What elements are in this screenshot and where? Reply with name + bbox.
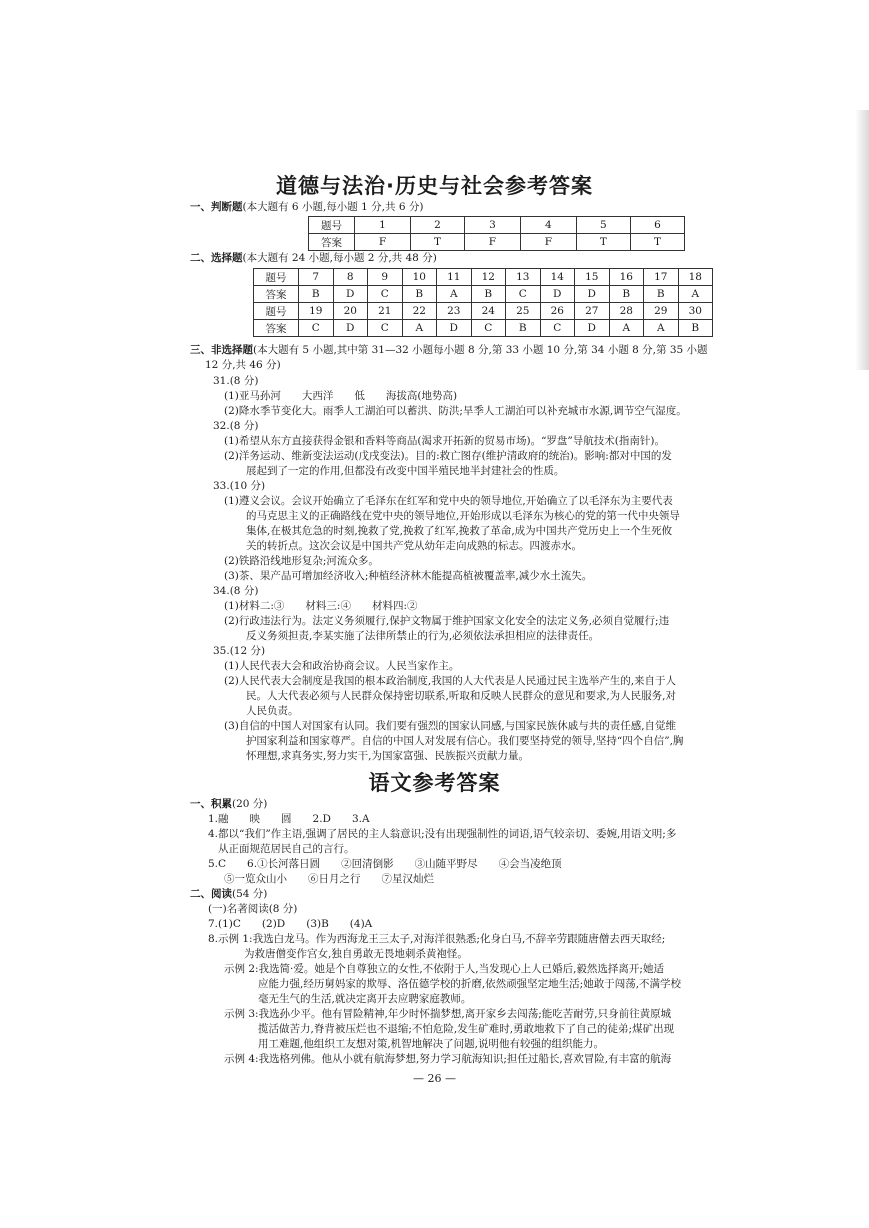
chinese-section-1-heading: 一、积累(20 分) [190,798,268,810]
answer-line: 的马克思主义的正确路线在党中央的领导地位,开始形成以毛泽东为核心的党的第一代中央领导 [246,510,680,522]
answer-line: 33.(10 分) [213,480,266,492]
answer-line: 为救唐僧变作宫女,独自勇敢无畏地刺杀黄袍怪。 [244,948,468,960]
answer-line: 31.(8 分) [213,375,259,387]
answer-line: ⑤一览众山小 ⑥日月之行 ⑦星汉灿烂 [224,873,434,885]
answer-line: (1)材料二:③ 材料三:④ 材料四:② [224,600,418,612]
answer-line: 5.C 6.①长河落日圆 ②回清倒影 ③山随平野尽 ④会当凌绝顶 [208,858,562,870]
answer-line: 怀理想,求真务实,努力实干,为国家富强、民族振兴贡献力量。 [246,750,530,762]
answer-line: 揽活做苦力,脊背被压烂也不退缩;不怕危险,发生矿难时,勇敢地救下了自己的徒弟;煤矿出现 [258,1023,675,1035]
section-1-heading: 一、判断题(本大题有 6 小题,每小题 1 分,共 6 分) [190,201,424,213]
answer-line: (1)人民代表大会和政治协商会议。人民当家作主。 [224,660,460,672]
table-row: 题号 1 2 3 4 5 6 [309,217,685,234]
chinese-title: 语文参考答案 [368,771,501,795]
table-row: 答案 C D C A D C B C D A A B [254,320,713,337]
answer-line: 1.融 映 圆 2.D 3.A [208,813,370,825]
answer-line: 用工难题,他组织工友想对策,机智地解决了问题,说明他有较强的组织能力。 [258,1038,605,1050]
answer-line: 从正面规范居民自己的言行。 [218,843,355,855]
morality-title: 道德与法治·历史与社会参考答案 [276,174,593,198]
answer-line: (2)洋务运动、维新变法运动(戊戌变法)。目的:救亡图存(维护清政府的统治)。影响:都对中国的发 [224,450,672,462]
table-row: 题号 7 8 9 10 11 12 13 14 15 16 17 18 [254,269,713,286]
answer-line: (2)行政违法行为。法定义务须履行,保护文物属于维护国家文化安全的法定义务,必须自觉履行;违 [224,615,670,627]
answer-line: 反义务须担责,李某实施了法律所禁止的行为,必须依法承担相应的法律责任。 [246,630,600,642]
judgement-answer-table [308,216,685,251]
answer-line: 7.(1)C (2)D (3)B (4)A [208,918,373,930]
scan-edge-shadow [855,110,869,370]
answer-line: (2)铁路沿线地形复杂;河流众多。 [224,555,379,567]
answer-line: 35.(12 分) [213,645,266,657]
answer-line: (1)希望从东方直接获得金银和香料等商品(渴求开拓新的贸易市场)。“罗盘”导航技术(指南针)。 [224,435,665,447]
answer-line: (1)亚马孙河 大西洋 低 海拔高(地势高) [224,390,458,402]
section-3-heading: 三、非选择题(本大题有 5 小题,其中第 31—32 小题每小题 8 分,第 33 小题 10 分,第 34 小题 8 分,第 35 小题 [190,344,708,356]
answer-line: (2)人民代表大会制度是我国的根本政治制度,我国的人大代表是人民通过民主选举产生的,来自于人 [224,675,677,687]
answer-line: (3)茶、果产品可增加经济收入;种植经济林木能提高植被覆盖率,减少水土流失。 [224,570,593,582]
table-row: 答案 F T F F T T [309,234,685,251]
table-row: 答案 B D C B A B C D D B B A [254,286,713,303]
answer-line: 示例 3:我选孙少平。他有冒险精神,年少时怀揣梦想,离开家乡去闯荡;能吃苦耐劳,只身前往黄原城 [224,1008,672,1020]
answer-line: 4.都以“我们”作主语,强调了居民的主人翁意识;没有出现强制性的词语,语气较亲切、委婉,用语文明;多 [208,828,677,840]
answer-line: 展起到了一定的作用,但都没有改变中国半殖民地半封建社会的性质。 [246,465,565,477]
answer-line: (2)降水季节变化大。雨季人工湖泊可以蓄洪、防洪;旱季人工湖泊可以补充城市水源,调节空气湿度。 [224,405,687,417]
answer-line: 32.(8 分) [213,420,259,432]
choice-answer-table [253,268,713,337]
answer-line: (3)自信的中国人对国家有认同。我们要有强烈的国家认同感,与国家民族休戚与共的责任感,自觉维 [224,720,677,732]
answer-line: 8.示例 1:我选白龙马。作为西海龙王三太子,对海洋很熟悉;化身白马,不辞辛劳跟随唐僧去西天取经; [208,933,666,945]
answer-line: (1)遵义会议。会议开始确立了毛泽东在红军和党中央的领导地位,开始确立了以毛泽东为主要代表 [224,495,673,507]
answer-line: 民。人大代表必须与人民群众保持密切联系,听取和反映人民群众的意见和要求,为人民服务,对 [246,690,677,702]
answer-line: 毫无生气的生活,就决定离开去应聘家庭教师。 [258,993,472,1005]
answer-line: 示例 2:我选简·爱。她是个自尊独立的女性,不依附于人,当发现心上人已婚后,毅然选择离开;她适 [224,963,664,975]
answer-line: 人民负责。 [246,705,299,717]
answer-line: 示例 4:我选格列佛。他从小就有航海梦想,努力学习航海知识;担任过船长,喜欢冒险,有丰富的航海 [224,1053,672,1065]
answer-line: 34.(8 分) [213,585,259,597]
chinese-section-2-heading: 二、阅读(54 分) [190,888,268,900]
answer-line: 关的转折点。这次会议是中国共产党从幼年走向成熟的标志。四渡赤水。 [246,540,582,552]
answer-line: (一)名著阅读(8 分) [208,903,298,915]
answer-line: 护国家利益和国家尊严。自信的中国人对发展有信心。我们要坚持党的领导,坚持“四个自信”,胸 [246,735,684,747]
answer-line: 集体,在极其危急的时刻,挽救了党,挽救了红军,挽救了革命,成为中国共产党历史上一个生死攸 [246,525,673,537]
section-2-heading: 二、选择题(本大题有 24 小题,每小题 2 分,共 48 分) [190,252,437,264]
table-row: 题号 19 20 21 22 23 24 25 26 27 28 29 30 [254,303,713,320]
section-3-heading-cont: 12 分,共 46 分) [205,359,281,371]
page-number: — 26 — [413,1072,456,1085]
answer-line: 应能力强,经历舅妈家的欺辱、洛伍德学校的折磨,依然顽强坚定地生活;她敢于闯荡,不满学校 [258,978,682,990]
